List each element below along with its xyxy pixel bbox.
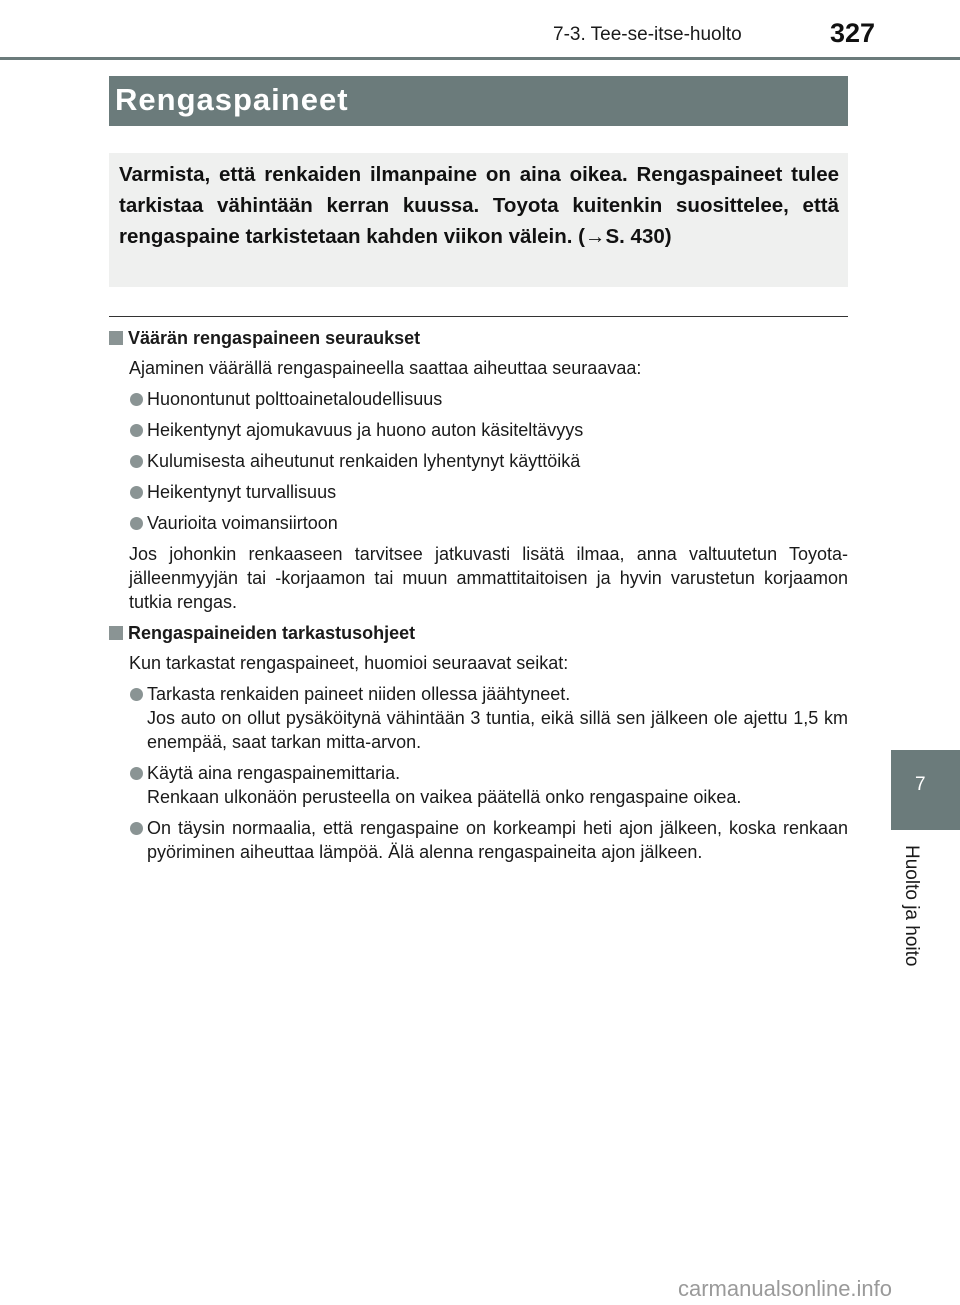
section-heading: Rengaspaineiden tarkastusohjeet: [109, 621, 848, 645]
section-outro: Jos johonkin renkaaseen tarvitsee jatkuvasti lisätä ilmaa, anna valtuutetun Toyota-jälleenmyyjän tai -korjaamon tai muun ammattitaitoisen ja hyvin varustetun korjaamon tutkia rengas.: [129, 544, 848, 612]
page-title-bar: [109, 76, 848, 126]
header-rule: [0, 57, 960, 60]
chapter-tab: [891, 750, 960, 830]
section-intro: Kun tarkastat rengaspaineet, huomioi seuraavat seikat:: [129, 653, 569, 673]
chapter-number: 7: [915, 774, 926, 795]
circle-bullet-icon: [130, 393, 143, 406]
list-item: Heikentynyt ajomukavuus ja huono auton käsiteltävyys: [109, 418, 848, 442]
divider: [109, 316, 848, 317]
list-item: On täysin normaalia, että rengaspaine on korkeampi heti ajon jälkeen, koska renkaan pyöriminen aiheuttaa lämpöä. Älä alenna rengaspaineita ajon jälkeen.: [109, 816, 848, 864]
intro-text: Varmista, että renkaiden ilmanpaine on aina oikea. Rengaspaineet tulee tarkistaa vähintään kerran kuussa. Toyota kuitenkin suosittelee, että rengaspaine tarkistetaan kahden viikon välein. (→S. 430): [119, 163, 839, 248]
list-item: Vaurioita voimansiirtoon: [109, 511, 848, 535]
section-heading: Väärän rengaspaineen seuraukset: [109, 326, 848, 350]
page-title: Rengaspaineet: [115, 82, 349, 117]
list-item: Huonontunut polttoainetaloudellisuus: [109, 387, 848, 411]
square-bullet-icon: [109, 626, 123, 640]
circle-bullet-icon: [130, 455, 143, 468]
chapter-label: Huolto ja hoito: [901, 845, 922, 967]
list-item: Tarkasta renkaiden paineet niiden ollessa jäähtyneet. Jos auto on ollut pysäköitynä vähintään 3 tuntia, eikä sillä sen jälkeen ole ajettu 1,5 km enempää, saat tarkan mitta-arvon.: [109, 682, 848, 754]
circle-bullet-icon: [130, 486, 143, 499]
list-item: Heikentynyt turvallisuus: [109, 480, 848, 504]
page-number: 327: [830, 18, 876, 48]
header-section-title: 7-3. Tee-se-itse-huolto: [553, 24, 742, 45]
list-item: Kulumisesta aiheutunut renkaiden lyhentynyt käyttöikä: [109, 449, 848, 473]
circle-bullet-icon: [130, 424, 143, 437]
circle-bullet-icon: [130, 517, 143, 530]
watermark: carmanualsonline.info: [678, 1276, 893, 1301]
square-bullet-icon: [109, 331, 123, 345]
intro-box: [109, 153, 848, 287]
circle-bullet-icon: [130, 688, 143, 701]
circle-bullet-icon: [130, 767, 143, 780]
main-content: [109, 326, 848, 871]
list-item: Käytä aina rengaspainemittaria. Renkaan ulkonäön perusteella on vaikea päätellä onko rengaspaine oikea.: [109, 761, 848, 809]
circle-bullet-icon: [130, 822, 143, 835]
section-intro: Ajaminen väärällä rengaspaineella saattaa aiheuttaa seuraavaa:: [129, 358, 642, 378]
